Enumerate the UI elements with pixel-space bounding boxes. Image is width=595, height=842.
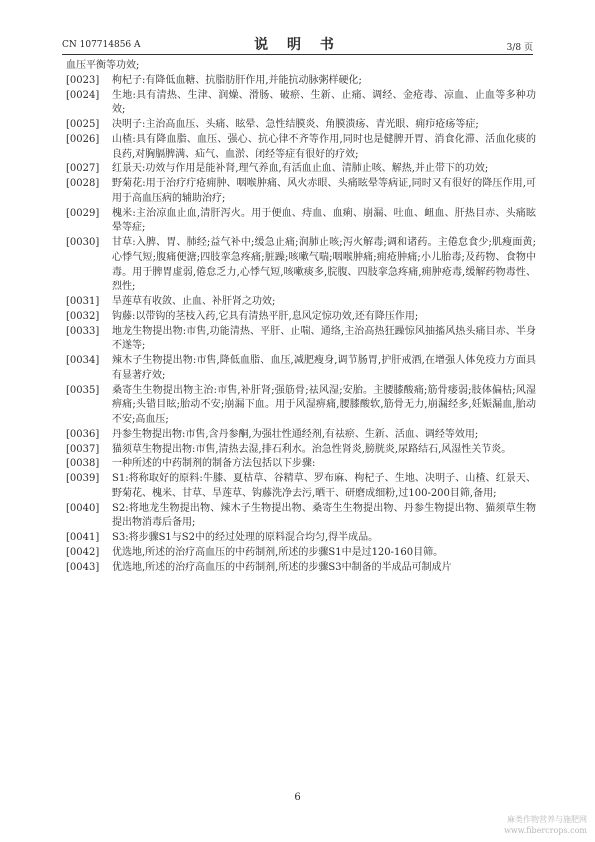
paragraph — [66, 546, 536, 561]
paragraph-text: 优选地,所述的治疗高血压的中药制剂,所述的步骤S1中是过120-160目筛。 — [112, 546, 444, 558]
paragraph-number: [0039] — [66, 473, 100, 484]
paragraph — [66, 428, 536, 443]
paragraph — [66, 561, 536, 576]
paragraph-number: [0042] — [66, 546, 100, 558]
paragraph-text: 野菊花:用于治疗疔疮痈肿、咽喉肿痛、风火赤眼、头痛眩晕等病证,同时又有很好的降压作用,可用于高血压病的辅助治疗; — [112, 178, 536, 204]
paragraph-text: 决明子:主治高血压、头痛、眩晕、急性结膜炎、角膜溃疡、青光眼、痈疖疮疡等症; — [112, 119, 479, 130]
patent-number: CN 107714856 A — [62, 40, 141, 50]
paragraph-number: [0037] — [66, 443, 100, 455]
paragraph-number: [0028] — [66, 178, 100, 189]
paragraph-text: S2:将地龙生物提出物、辣木子生物提出物、桑寄生生物提出物、丹参生物提出物、猫须草生物提出物消毒后备用; — [112, 502, 536, 529]
paragraph-text: 生地:具有清热、生津、润燥、滑肠、破瘀、生新、止痛、调经、金疮毒、凉血、止血等多种功效; — [112, 89, 536, 116]
paragraph-text: 钩藤:以带钩的茎枝入药,它具有清热平肝,息风定惊功效,还有降压作用; — [112, 310, 419, 322]
paragraph — [66, 354, 536, 384]
document-title: 说 明 书 — [254, 37, 341, 53]
paragraph-number: [0023] — [66, 74, 100, 86]
continued-text: 血压平衡等功效; — [66, 60, 140, 71]
document-body — [66, 59, 536, 575]
paragraph — [66, 384, 536, 428]
paragraph — [66, 162, 536, 177]
paragraph-text: 一种所述的中药制剂的制备方法包括以下步骤: — [112, 458, 316, 470]
paragraph-number: [0034] — [66, 355, 100, 366]
paragraph-number: [0041] — [66, 532, 100, 543]
paragraph — [66, 74, 536, 89]
watermark-line-2: www.fibercrops.com — [504, 826, 587, 835]
paragraph-number: [0040] — [66, 502, 100, 514]
paragraph — [66, 502, 536, 532]
paragraph-text: S3:将步骤S1与S2中的经过处理的原料混合均匀,得半成品。 — [112, 532, 379, 543]
paragraph — [66, 310, 536, 325]
paragraph-number: [0026] — [66, 133, 100, 145]
paragraph-number: [0032] — [66, 310, 100, 322]
header-divider — [62, 54, 533, 55]
paragraph-text: 山楂:具有降血脂、血压、强心、抗心律不齐等作用,同时也是健脾开胃、消食化滞、活血化痰的良药,对胸膈脾满、疝气、血淤、闭经等症有很好的疗效; — [112, 133, 536, 160]
paragraph-text: 辣木子生物提出物:市售,降低血脂、血压,减肥瘦身,调节肠胃,护肝戒酒,在增强人体免疫力方面具有显著疗效; — [112, 355, 536, 381]
paragraph-number: [0024] — [66, 89, 100, 101]
paragraph-list — [66, 74, 536, 576]
paragraph-text: 枸杞子:有降低血糖、抗脂肪肝作用,并能抗动脉粥样硬化; — [112, 74, 362, 86]
paragraph-text: 槐米:主治凉血止血,清肝泻火。用于便血、痔血、血痢、崩漏、吐血、衄血、肝热目赤、头痛眩晕等症; — [112, 207, 536, 234]
paragraph-text: 旱莲草有收敛、止血、补肝肾之功效; — [112, 296, 276, 307]
paragraph — [66, 89, 536, 119]
paragraph-number: [0036] — [66, 428, 100, 440]
paragraph — [66, 133, 536, 163]
paragraph-text: S1:将称取好的原料:牛膝、夏枯草、谷精草、罗布麻、枸杞子、生地、决明子、山楂、红景天、野菊花、槐米、甘草、旱莲草、钩藤洗净去污,晒干、研磨成细粉,过100-200目筛,备用; — [112, 473, 536, 499]
paragraph — [66, 531, 536, 546]
paragraph-text: 红景天:功效与作用是能补肾,理气养血,有活血止血、清肺止咳、解热,并止带下的功效; — [112, 163, 489, 175]
paragraph-text: 甘草:入脾、胃、肺经;益气补中;缓急止痛;润肺止咳;泻火解毒;调和诸药。主倦怠食少;肌瘦面黄;心悸气短;腹痛便溏;四肢挛急疼痛;脏躁;咳嗽气喘;咽喉肿痛;痈疮肿痛;小儿胎毒;及药物、食物中毒。用于脾胃虚弱,倦怠乏力,心悸气短,咳嗽痰多,脘腹、四肢挛急疼痛,痈肿疮毒,缓解药物毒性、烈性; — [112, 237, 536, 293]
paragraph-number: [0035] — [66, 384, 100, 396]
paragraph — [66, 236, 536, 295]
paragraph — [66, 207, 536, 237]
paragraph-number: [0029] — [66, 207, 100, 219]
paragraph — [66, 443, 536, 458]
paragraph-number: [0027] — [66, 163, 100, 175]
paragraph — [66, 118, 536, 133]
paragraph — [66, 177, 536, 207]
paragraph-number: [0030] — [66, 237, 100, 248]
paragraph-text: 优选地,所述的治疗高血压的中药制剂,所述的步骤S3中制备的半成品可制成片 — [112, 561, 452, 573]
paragraph — [66, 457, 536, 472]
page-indicator: 3/8 页 — [506, 43, 533, 53]
paragraph — [66, 325, 536, 355]
page-number: 6 — [294, 792, 301, 803]
paragraph — [66, 472, 536, 502]
paragraph — [66, 295, 536, 310]
page-header — [0, 0, 595, 52]
paragraph-number: [0038] — [66, 458, 100, 470]
paragraph-text: 猫须草生物提出物:市售,清热去湿,排石利水。治急性肾炎,膀胱炎,尿路结石,风湿性关节炎。 — [112, 443, 512, 455]
paragraph-text: 丹参生物提出物:市售,含丹参酮,为强壮性通经剂,有祛瘀、生新、活血、调经等效用; — [112, 428, 479, 440]
paragraph-number: [0025] — [66, 119, 100, 130]
watermark — [504, 814, 587, 836]
paragraph-text: 地龙生物提出物:市售,功能清热、平肝、止喘、通络,主治高热狂躁惊风抽搐风热头痛目赤、半身不遂等; — [112, 325, 536, 352]
paragraph-text: 桑寄生生物提出物主治:市售,补肝肾;强筋骨;祛风湿;安胎。主腰膝酸痛;筋骨痿弱;肢体偏枯;风湿痹痛;头错目眩;胎动不安;崩漏下血。用于风湿痹痛,腰膝酸软,筋骨无力,崩漏经多,妊娠漏血,胎动不安;高血压; — [112, 384, 536, 425]
paragraph-number: [0043] — [66, 561, 100, 573]
paragraph-number: [0031] — [66, 296, 100, 307]
watermark-line-1: 麻类作物营养与施肥网 — [507, 815, 587, 824]
paragraph-number: [0033] — [66, 325, 100, 337]
